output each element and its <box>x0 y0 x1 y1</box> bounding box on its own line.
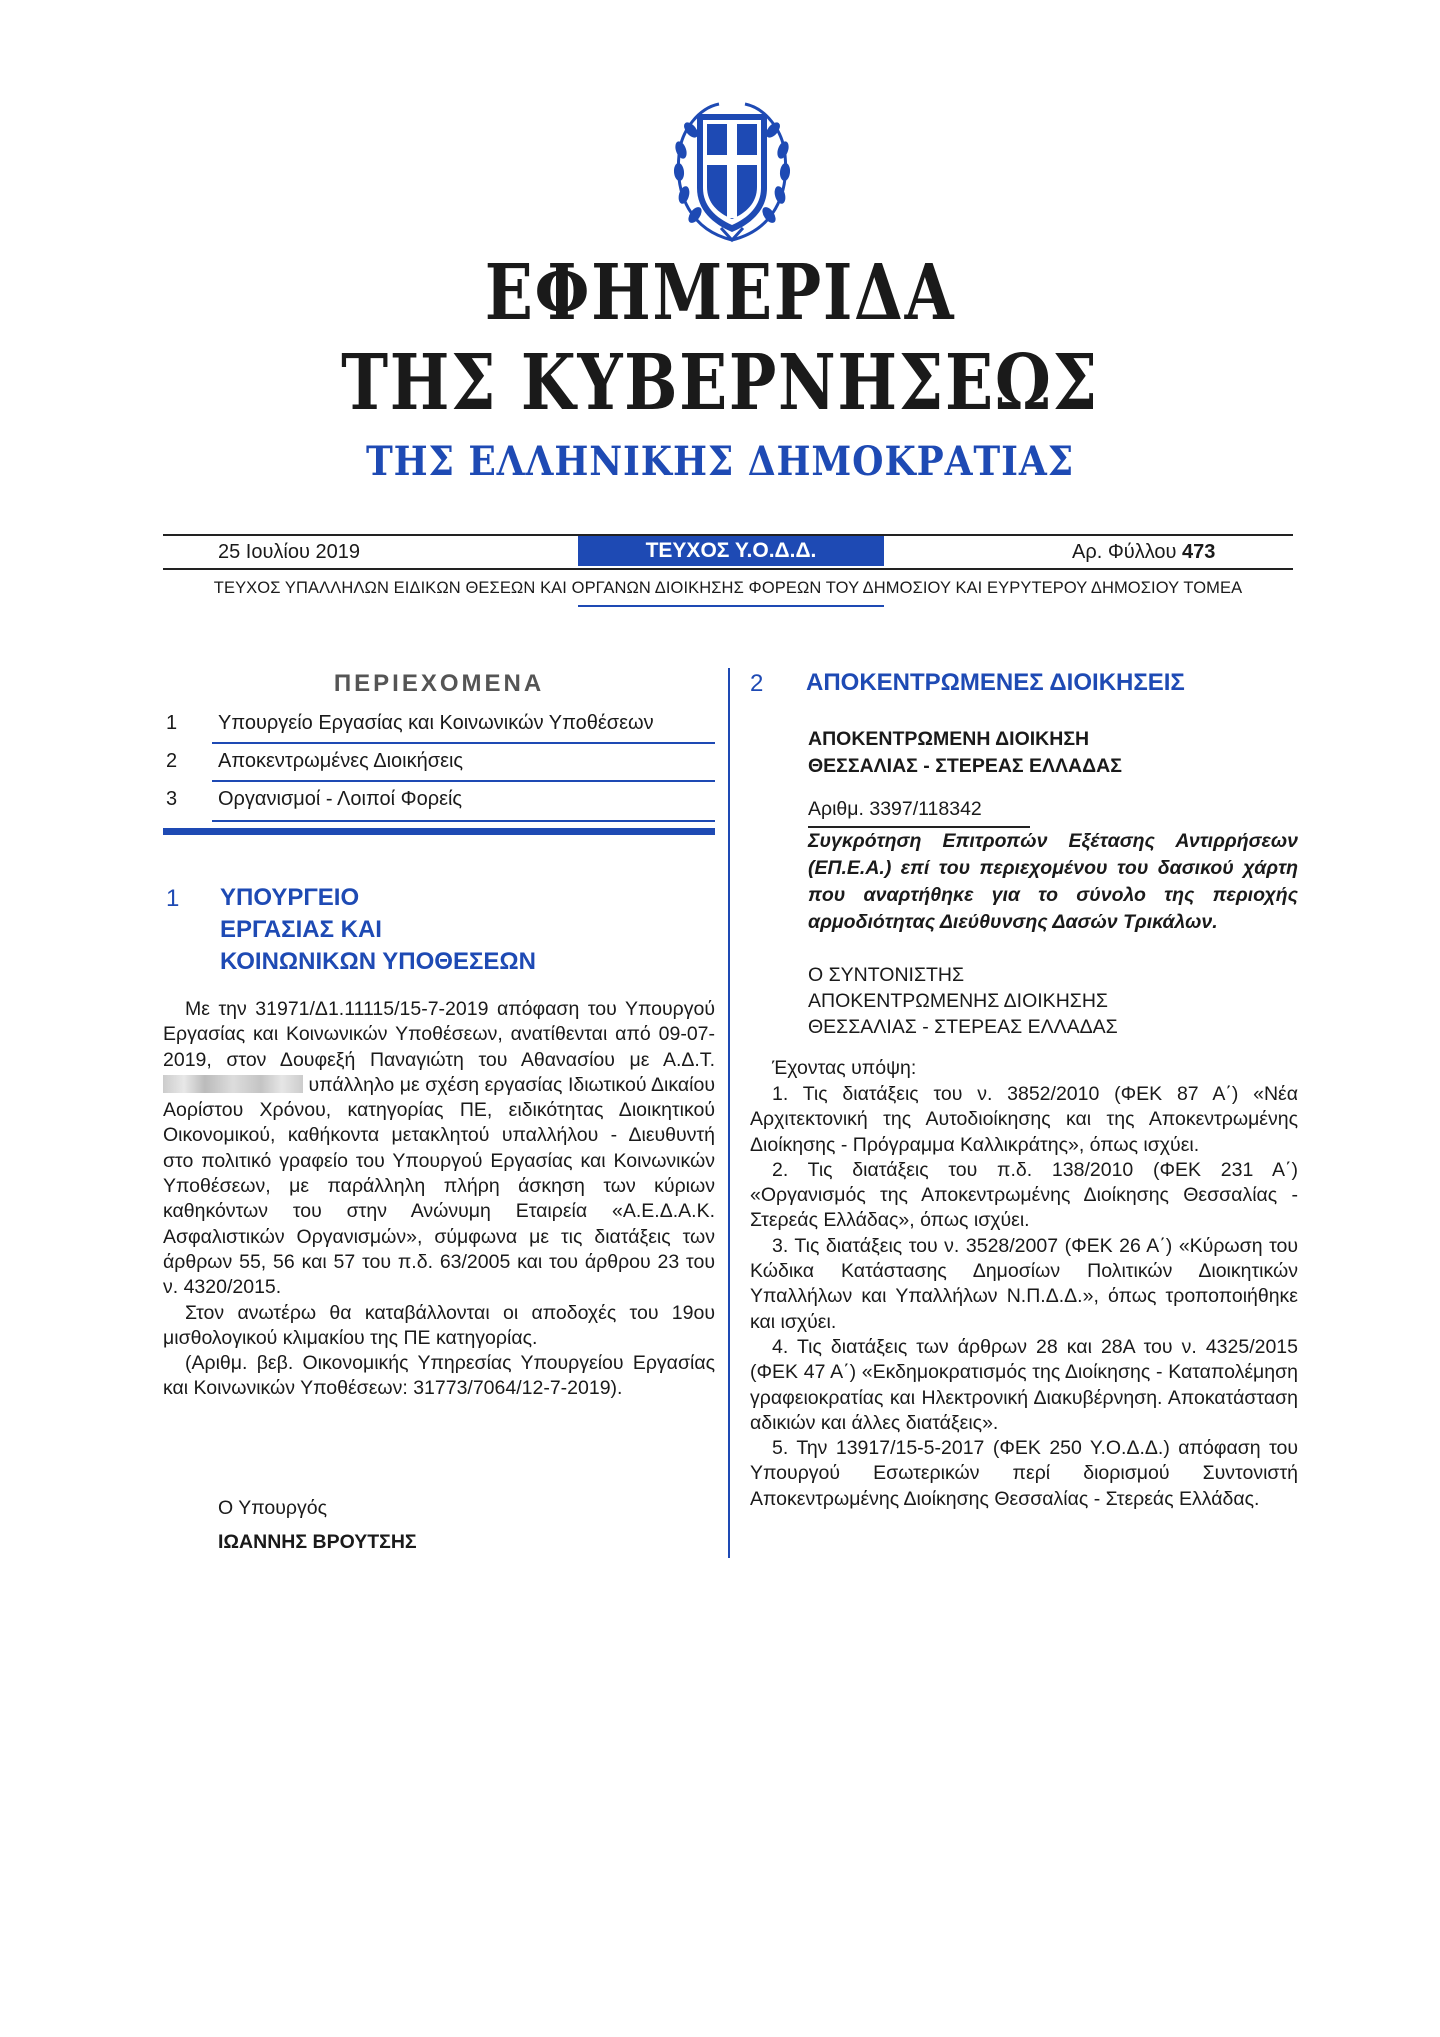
paragraph-text: υπάλληλο με σχέση εργασίας Ιδιωτικού Δικαίου Αορίστου Χρόνου, κατηγορίας ΠΕ, ειδικότητας Διοικητικού Οικονομικού, καθήκοντα μετακλητού υπαλλήλου - Διευθυντή στο πολιτικό γραφείο του Υπουργού Εργασίας και Κοινωνικών Υποθέσεων, με παράλληλη πλήρη άσκηση των κύριων καθηκόντων του στην Ανώνυμη Εταιρεία «Α.Ε.Δ.Α.Κ. Ασφαλιστικών Οργανισμών», σύμφωνα με τις διατάξεις των άρθρων 55, 56 και 57 του π.δ. 63/2005 και του άρθρου 23 του ν. 4320/2015. <box>163 1073 715 1299</box>
section-title-line: ΚΟΙΝΩΝΙΚΩΝ ΥΠΟΘΕΣΕΩΝ <box>220 948 536 975</box>
decision-title: Συγκρότηση Επιτροπών Εξέτασης Αντιρρήσεων (ΕΠ.Ε.Α.) επί του περιεχομένου του δασικού χάρτη που αναρτήθηκε για το σύνολο της περιοχής αρμοδιότητας Διεύθυνσης Δασών Τρικάλων. <box>808 830 1298 933</box>
regard-item: 5. Την 13917/15-5-2017 (ΦΕΚ 250 Υ.Ο.Δ.Δ.) απόφαση του Υπουργού Εσωτερικών περί διορισμού Συντονιστή Αποκεντρωμένης Διοίκησης Θεσσαλίας - Στερεάς Ελλάδας. <box>750 1437 1298 1510</box>
issue-series: ΤΕΥΧΟΣ Υ.Ο.Δ.Δ. <box>578 536 884 566</box>
toc-bottom-rule <box>163 828 715 835</box>
authority-name: ΑΠΟΚΕΝΤΡΩΜΕΝΗ ΔΙΟΙΚΗΣΗ <box>808 728 1090 750</box>
signer-role: Ο Υπουργός <box>218 1497 328 1519</box>
issue-subtitle: ΤΕΥΧΟΣ ΥΠΑΛΛΗΛΩΝ ΕΙΔΙΚΩΝ ΘΕΣΕΩΝ ΚΑΙ ΟΡΓΑΝΩΝ ΔΙΟΙΚΗΣΗΣ ΦΟΡΕΩΝ ΤΟΥ ΔΗΜΟΣΙΟΥ ΚΑΙ ΕΥΡΥΤΕΡΟΥ ΔΗΜΟΣΙΟΥ ΤΟΜΕΑ <box>213 579 1243 597</box>
section-number: 1 <box>166 885 180 912</box>
coordinator-line: ΑΠΟΚΕΝΤΡΩΜΕΝΗΣ ΔΙΟΙΚΗΣΗΣ <box>808 990 1108 1012</box>
toc-divider <box>212 820 715 822</box>
having-regard: Έχοντας υπόψη: <box>772 1057 917 1079</box>
regard-item: 3. Τις διατάξεις του ν. 3528/2007 (ΦΕΚ 26 Α΄) «Κύρωση του Κώδικα Κατάστασης Δημοσίων Πολιτικών Διοικητικών Υπαλλήλων και Υπαλλήλων Ν.Π.Δ.Δ.», όπως τροποποιήθηκε και ισχύει. <box>750 1234 1298 1333</box>
masthead-title: ΕΦΗΜΕΡΙΔΑ <box>484 248 956 338</box>
toc-item-label: Οργανισμοί - Λοιποί Φορείς <box>218 788 463 810</box>
toc-item-number: 3 <box>166 788 178 810</box>
regard-item: 4. Τις διατάξεις των άρθρων 28 και 28Α του ν. 4325/2015 (ΦΕΚ 47 Α΄) «Εκδημοκρατισμός της Διοίκησης - Καταπολέμηση γραφειοκρατίας και Ηλεκτρονική Διακυβέρνηση. Αποκατάσταση αδικιών και άλλες διατάξεις». <box>750 1335 1298 1434</box>
sheet-number-label: Αρ. Φύλλου <box>1072 541 1177 563</box>
toc-item-number: 2 <box>166 750 178 772</box>
regard-item: 1. Τις διατάξεις του ν. 3852/2010 (ΦΕΚ 87 Α΄) «Νέα Αρχιτεκτονική της Αυτοδιοίκησης και της Αποκεντρωμένης Διοίκησης - Πρόγραμμα Καλλικράτης», όπως ισχύει. <box>750 1083 1298 1156</box>
toc-item[interactable] <box>163 744 715 782</box>
section-title: ΑΠΟΚΕΝΤΡΩΜΕΝΕΣ ΔΙΟΙΚΗΣΕΙΣ <box>806 669 1185 696</box>
paragraph-text: Με την 31971/Δ1.11115/15-7-2019 απόφαση του Υπουργού Εργασίας και Κοινωνικών Υποθέσεων, ανατίθενται από 09-07-2019, στον Δουφεξή Παναγιώτη του Αθανασίου με Α.Δ.Τ. <box>163 998 715 1071</box>
section-title-line: ΥΠΟΥΡΓΕΙΟ <box>220 884 360 911</box>
signer-name: ΙΩΑΝΝΗΣ ΒΡΟΥΤΣΗΣ <box>218 1531 417 1553</box>
redacted-id <box>163 1075 303 1093</box>
toc-item[interactable] <box>163 782 715 820</box>
authority-region: ΘΕΣΣΑΛΙΑΣ - ΣΤΕΡΕΑΣ ΕΛΛΑΔΑΣ <box>808 755 1122 777</box>
toc-title: ΠΕΡΙΕΧΟΜΕΝΑ <box>333 670 545 697</box>
section1-body <box>163 997 715 1402</box>
toc-item[interactable] <box>163 706 715 744</box>
issue-date: 25 Ιουλίου 2019 <box>218 541 360 563</box>
toc-item-number: 1 <box>166 712 178 734</box>
paragraph <box>163 997 715 1301</box>
coordinator-line: Ο ΣΥΝΤΟΝΙΣΤΗΣ <box>808 964 965 986</box>
toc-item-label: Αποκεντρωμένες Διοικήσεις <box>218 750 464 772</box>
masthead-subtitle: ΤΗΣ ΕΛΛΗΝΙΚΗΣ ΔΗΜΟΚΡΑΤΙΑΣ <box>365 438 1075 485</box>
section-number: 2 <box>750 670 764 697</box>
sheet-number-value: 473 <box>1182 541 1216 563</box>
paragraph: (Αριθμ. βεβ. Οικονομικής Υπηρεσίας Υπουργείου Εργασίας και Κοινωνικών Υποθέσεων: 31773/7064/12-7-2019). <box>163 1352 715 1400</box>
column-divider <box>728 668 730 1558</box>
header-bottom-rule <box>163 568 1293 570</box>
coordinator-title <box>808 962 1118 1040</box>
paragraph: Στον ανωτέρω θα καταβάλλονται οι αποδοχές του 19ου μισθολογικού κλιμακίου της ΠΕ κατηγορίας. <box>163 1301 715 1349</box>
masthead-title-line2: ΤΗΣ ΚΥΒΕΡΝΗΣΕΩΣ <box>341 338 1099 428</box>
section2-body <box>750 1082 1298 1512</box>
section-title <box>220 882 536 978</box>
coordinator-line: ΘΕΣΣΑΛΙΑΣ - ΣΤΕΡΕΑΣ ΕΛΛΑΔΑΣ <box>808 1016 1118 1038</box>
section-title-line: ΕΡΓΑΣΙΑΣ ΚΑΙ <box>220 916 382 943</box>
sheet-number <box>1072 541 1215 564</box>
subtitle-underline <box>578 605 884 607</box>
toc-item-label: Υπουργείο Εργασίας και Κοινωνικών Υποθέσεων <box>218 712 654 734</box>
regard-item: 2. Τις διατάξεις του π.δ. 138/2010 (ΦΕΚ 231 Α΄) «Οργανισμός της Αποκεντρωμένης Διοίκησης Θεσσαλίας - Στερεάς Ελλάδας», όπως ισχύει. <box>750 1158 1298 1232</box>
coat-of-arms-icon <box>671 100 793 248</box>
decision-number: Αριθμ. 3397/118342 <box>808 798 982 820</box>
